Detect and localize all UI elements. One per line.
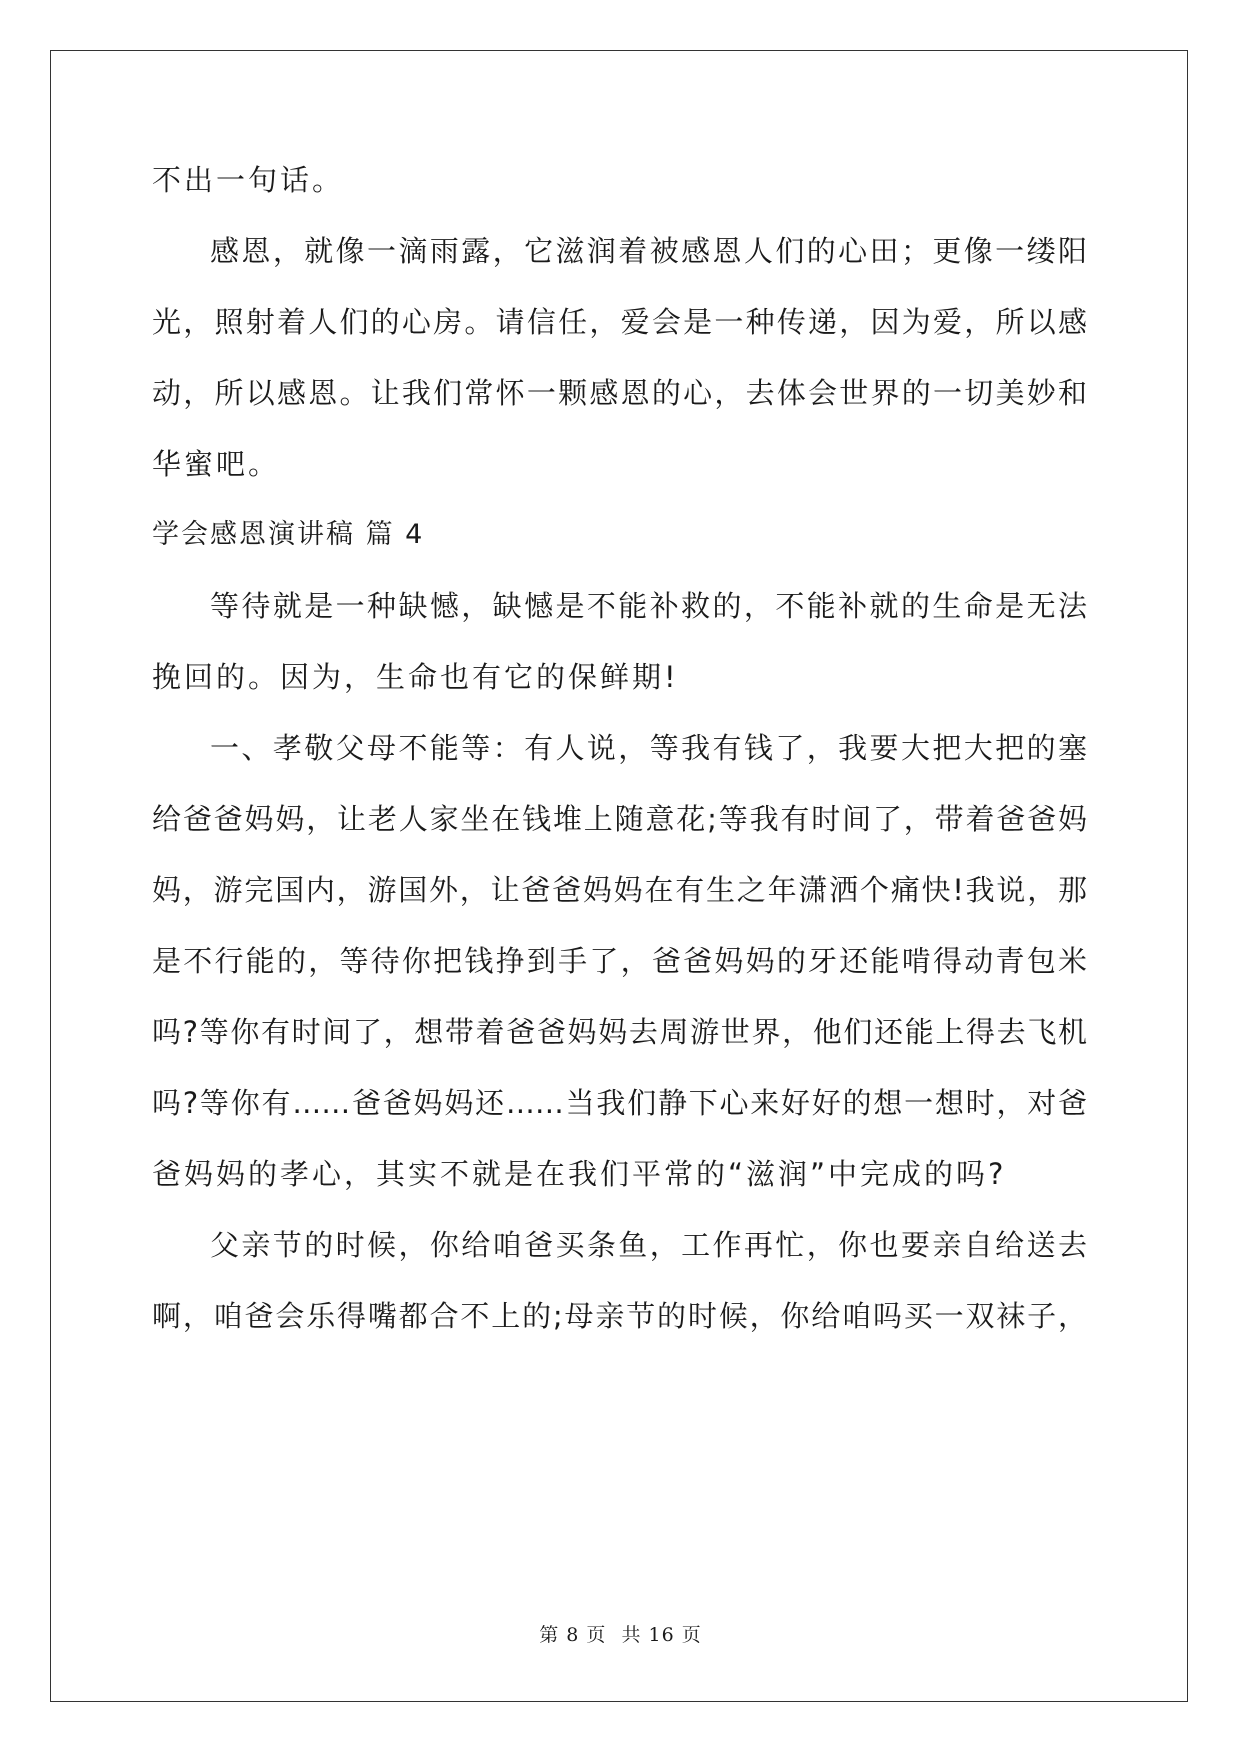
body-line: 不出一句话。 <box>152 163 345 197</box>
body-line: 给爸爸妈妈，让老人家坐在钱堆上随意花;等我有时间了，带着爸爸妈 <box>152 802 1087 836</box>
paragraph-line: 一、孝敬父母不能等：有人说，等我有钱了，我要大把大把的塞 <box>210 731 1087 765</box>
body-line: 挽回的。因为，生命也有它的保鲜期! <box>152 660 679 694</box>
paragraph-line: 父亲节的时候，你给咱爸买条鱼，工作再忙，你也要亲自给送去 <box>210 1228 1087 1262</box>
body-line: 爸妈妈的孝心，其实不就是在我们平常的“滋润”中完成的吗? <box>152 1157 1007 1191</box>
page-total: 共 16 页 <box>621 1624 702 1646</box>
page-footer <box>0 1620 1241 1647</box>
paragraph-line: 感恩，就像一滴雨露，它滋润着被感恩人们的心田；更像一缕阳 <box>210 234 1087 268</box>
section-heading: 学会感恩演讲稿 篇 4 <box>152 519 425 550</box>
body-line: 啊，咱爸会乐得嘴都合不上的;母亲节的时候，你给咱吗买一双袜子， <box>152 1299 1087 1333</box>
paragraph-line: 等待就是一种缺憾，缺憾是不能补救的，不能补就的生命是无法 <box>210 589 1087 623</box>
page-number: 第 8 页 <box>539 1624 607 1646</box>
body-line: 华蜜吧。 <box>152 447 281 481</box>
body-line: 吗?等你有时间了，想带着爸爸妈妈去周游世界，他们还能上得去飞机 <box>152 1015 1087 1049</box>
body-line: 动，所以感恩。让我们常怀一颗感恩的心，去体会世界的一切美妙和 <box>152 376 1087 410</box>
body-line: 光，照射着人们的心房。请信任，爱会是一种传递，因为爱，所以感 <box>152 305 1087 339</box>
body-line: 妈，游完国内，游国外，让爸爸妈妈在有生之年潇洒个痛快!我说，那 <box>152 873 1087 907</box>
body-line: 吗?等你有……爸爸妈妈还……当我们静下心来好好的想一想时，对爸 <box>152 1086 1087 1120</box>
body-line: 是不行能的，等待你把钱挣到手了，爸爸妈妈的牙还能啃得动青包米 <box>152 944 1087 978</box>
